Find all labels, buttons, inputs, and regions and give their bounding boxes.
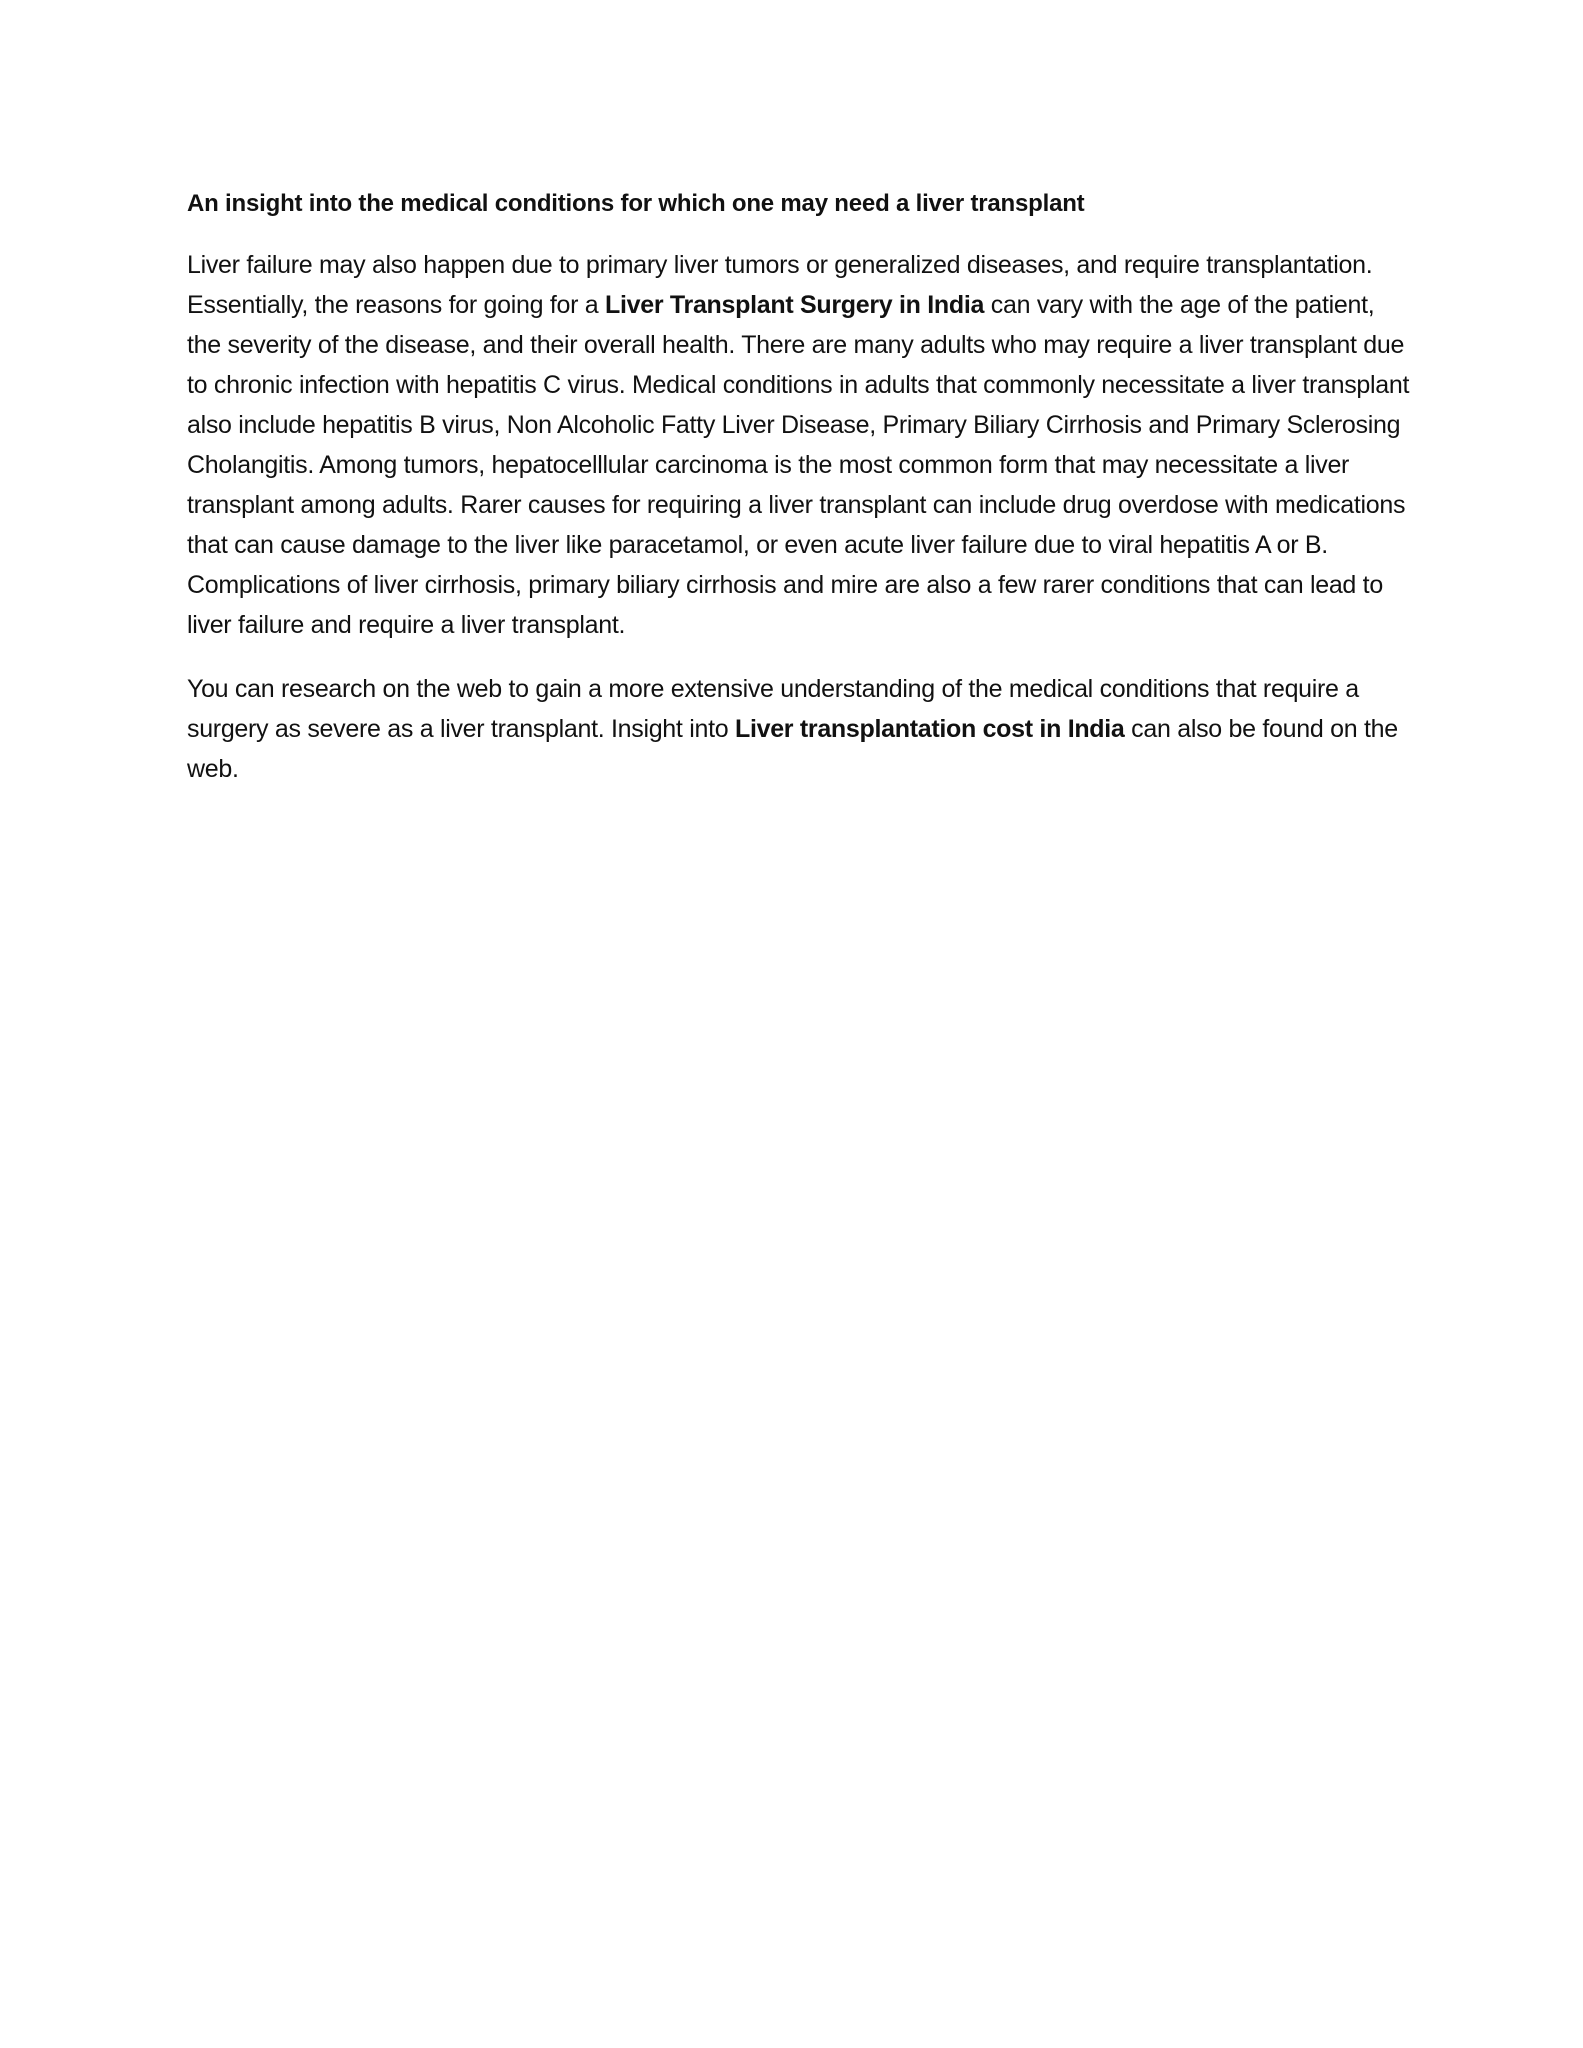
bold-phrase-liver-transplant-surgery: Liver Transplant Surgery in India: [605, 291, 985, 319]
paragraph-causes-text-start: Liver failure may also happen due to primary liver tumors or generalized diseases, and require transplantation. Essentially, the reasons for going for a: [187, 251, 1373, 319]
paragraph-causes-text-end: can vary with the age of the patient, the severity of the disease, and their overall health. There are many adults who may require a liver transplant due to chronic infection with hepatitis C virus. Medical conditions in adults that commonly necessitate a liver transplant also include hepatitis B virus, Non Alcoholic Fatty Liver Disease, Primary Biliary Cirrhosis and Primary Sclerosing Cholangitis. Among tumors, hepatocelllular carcinoma is the most common form that may necessitate a liver transplant among adults. Rarer causes for requiring a liver transplant can include drug overdose with medications that can cause damage to the liver like paracetamol, or even acute liver failure due to viral hepatitis A or B. Complications of liver cirrhosis, primary biliary cirrhosis and mire are also a few rarer conditions that can lead to liver failure and require a liver transplant.: [187, 291, 1410, 639]
document-title: An insight into the medical conditions for which one may need a liver transplant: [187, 190, 1085, 217]
paragraph-causes: [187, 245, 1412, 645]
bold-phrase-transplantation-cost: Liver transplantation cost in India: [734, 715, 1125, 743]
document-body: [187, 187, 1412, 789]
paragraph-research-text-start: You can research on the web to gain a more extensive understanding of the medical conditions that require a surgery as severe as a liver transplant. Insight into: [187, 675, 1359, 743]
paragraph-research-text-end: can also be found on the web.: [187, 715, 1398, 783]
paragraph-research: [187, 669, 1412, 789]
